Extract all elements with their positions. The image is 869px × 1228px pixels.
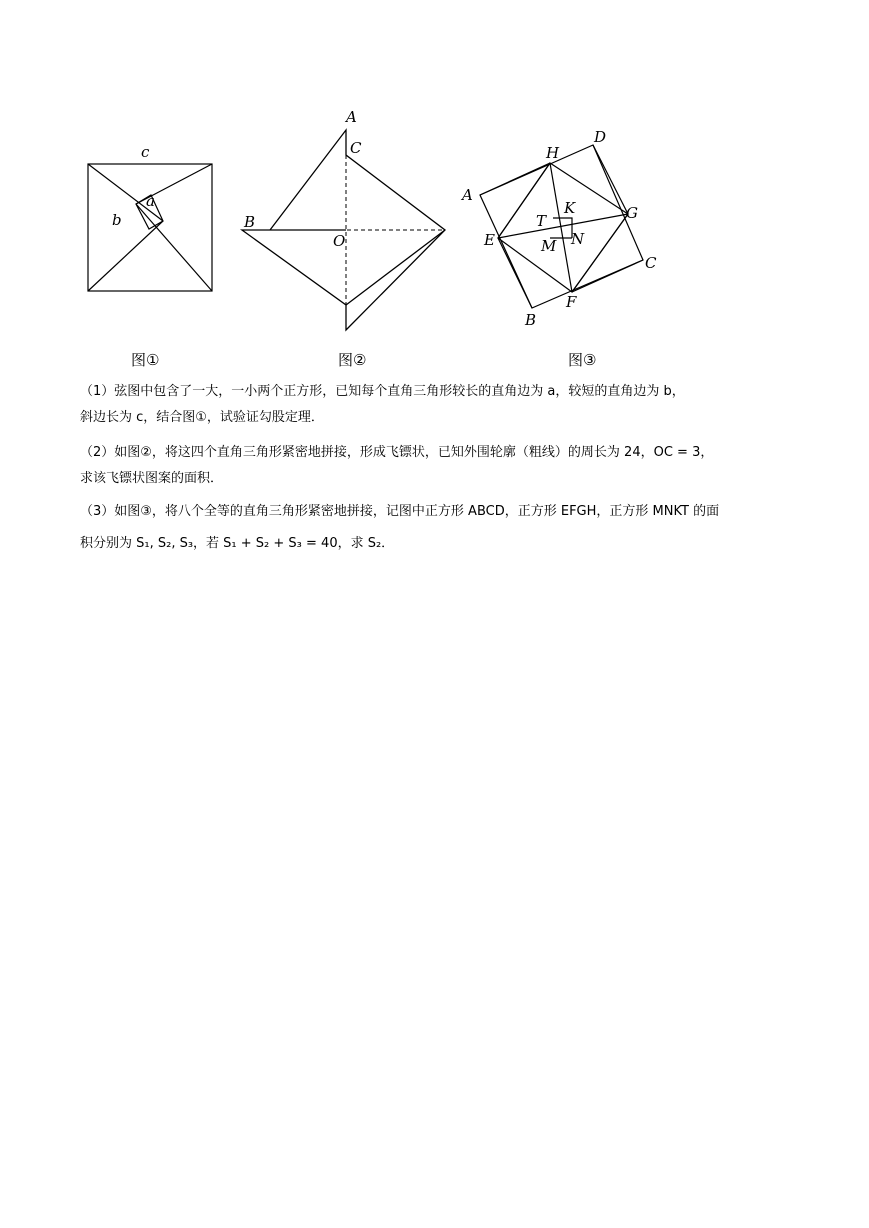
problem-1-line-2: 斜边长为 c，结合图①，试验证勾股定理． [80, 410, 324, 425]
figure-1-diagram [80, 140, 230, 300]
figure-3-diagram [458, 120, 668, 335]
figure-2-caption: 图② [338, 351, 367, 369]
label-O: O [333, 232, 346, 250]
square-EFGH [498, 163, 628, 292]
label-K: K [564, 199, 576, 217]
figure-3-caption: 图③ [568, 351, 597, 369]
problem-3-line-2: 积分别为 S₁, S₂, S₃，若 S₁ + S₂ + S₃ = 40，求 S₂． [80, 536, 395, 551]
label-T: T [536, 212, 547, 230]
problem-1 [80, 383, 800, 427]
label-A: A [346, 108, 357, 126]
label-E: E [484, 231, 495, 249]
label-D: D [594, 128, 607, 146]
problem-3-line-1: （3）如图③，将八个全等的直角三角形紧密地拼接，记图中正方形 ABCD，正方形 EFGH，正方形 MNKT 的面 [80, 504, 720, 519]
label-H: H [546, 144, 560, 162]
figure-1 [80, 140, 230, 300]
label-b: b [112, 211, 122, 229]
label-B: B [244, 213, 256, 231]
label-G: G [626, 204, 638, 222]
figure-2 [240, 105, 455, 340]
problem-2-line-1: （2）如图②，将这四个直角三角形紧密地拼接，形成飞镖状，已知外围轮廓（粗线）的周长为 24，OC = 3， [80, 445, 714, 460]
label-F: F [566, 293, 577, 311]
figure-1-caption: 图① [131, 351, 160, 369]
label-A3: A [462, 186, 473, 204]
label-C3: C [645, 254, 657, 272]
outer-square [88, 164, 212, 291]
label-N: N [571, 230, 585, 248]
figure-2-diagram [240, 105, 455, 340]
label-c: c [141, 143, 150, 161]
label-a: a [146, 192, 155, 210]
problem-1-line-1: （1）弦图中包含了一大，一小两个正方形，已知每个直角三角形较长的直角边为 a，较短的直角边为 b， [80, 384, 685, 399]
problem-2 [80, 444, 800, 488]
label-C: C [350, 139, 362, 157]
problem-2-line-2: 求该飞镖状图案的面积． [80, 471, 224, 486]
label-M: M [541, 237, 557, 255]
label-B3: B [525, 311, 537, 329]
figure-3 [458, 120, 668, 335]
problem-3 [80, 503, 800, 553]
